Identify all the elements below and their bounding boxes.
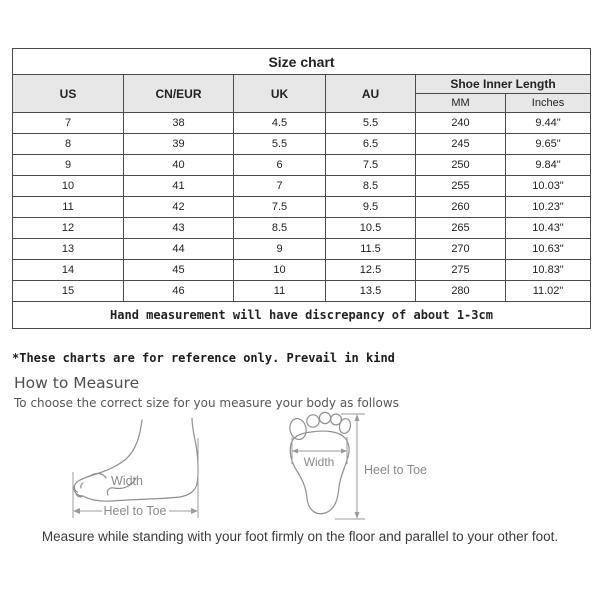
table-row xyxy=(13,197,591,218)
table-cell: 10.23" xyxy=(506,197,591,218)
table-cell: 39 xyxy=(124,134,234,155)
table-cell: 8.5 xyxy=(326,176,416,197)
col-header-uk: UK xyxy=(234,75,326,113)
table-cell: 14 xyxy=(13,260,124,281)
foot-side-view-diagram xyxy=(66,418,208,536)
table-cell: 12 xyxy=(13,218,124,239)
table-cell: 11.02" xyxy=(506,281,591,302)
table-cell: 9 xyxy=(234,239,326,260)
table-cell: 7.5 xyxy=(326,155,416,176)
table-cell: 44 xyxy=(124,239,234,260)
table-cell: 40 xyxy=(124,155,234,176)
table-cell: 43 xyxy=(124,218,234,239)
col-header-cneur: CN/EUR xyxy=(124,75,234,113)
table-footnote: Hand measurement will have discrepancy of about 1-3cm xyxy=(13,302,591,329)
table-cell: 9.84" xyxy=(506,155,591,176)
table-cell: 13 xyxy=(13,239,124,260)
table-cell: 11.5 xyxy=(326,239,416,260)
table-cell: 10.5 xyxy=(326,218,416,239)
table-cell: 41 xyxy=(124,176,234,197)
table-cell: 9 xyxy=(13,155,124,176)
table-cell: 46 xyxy=(124,281,234,302)
table-cell: 12.5 xyxy=(326,260,416,281)
table-row xyxy=(13,113,591,134)
table-cell: 10.83" xyxy=(506,260,591,281)
col-header-us: US xyxy=(13,75,124,113)
col-header-au: AU xyxy=(326,75,416,113)
table-cell: 8 xyxy=(13,134,124,155)
table-cell: 255 xyxy=(416,176,506,197)
sole-heel-to-toe-label: Heel to Toe xyxy=(364,463,428,477)
table-cell: 8.5 xyxy=(234,218,326,239)
table-cell: 270 xyxy=(416,239,506,260)
table-cell: 6.5 xyxy=(326,134,416,155)
table-cell: 245 xyxy=(416,134,506,155)
col-subheader-mm: MM xyxy=(416,94,506,113)
table-cell: 6 xyxy=(234,155,326,176)
col-header-inner-length: Shoe Inner Length xyxy=(416,75,591,94)
table-cell: 15 xyxy=(13,281,124,302)
how-to-measure-heading: How to Measure xyxy=(14,374,140,392)
table-cell: 11 xyxy=(13,197,124,218)
table-header-row xyxy=(13,75,591,94)
table-cell: 5.5 xyxy=(326,113,416,134)
table-cell: 42 xyxy=(124,197,234,218)
table-row xyxy=(13,134,591,155)
table-cell: 10.63" xyxy=(506,239,591,260)
size-table-body xyxy=(13,113,591,302)
table-row xyxy=(13,176,591,197)
table-cell: 13.5 xyxy=(326,281,416,302)
col-subheader-inches: Inches xyxy=(506,94,591,113)
table-cell: 7.5 xyxy=(234,197,326,218)
foot-sole-view-diagram xyxy=(283,406,433,528)
table-cell: 10.03" xyxy=(506,176,591,197)
table-cell: 280 xyxy=(416,281,506,302)
table-cell: 45 xyxy=(124,260,234,281)
table-cell: 10.43" xyxy=(506,218,591,239)
table-cell: 250 xyxy=(416,155,506,176)
size-chart-table xyxy=(12,48,591,329)
table-cell: 9.5 xyxy=(326,197,416,218)
table-title-row xyxy=(13,49,591,75)
table-cell: 10 xyxy=(234,260,326,281)
table-cell: 265 xyxy=(416,218,506,239)
table-footnote-row xyxy=(13,302,591,329)
reference-note: *These charts are for reference only. Prevail in kind xyxy=(12,351,395,365)
table-title: Size chart xyxy=(13,49,591,75)
table-row xyxy=(13,239,591,260)
table-cell: 9.65" xyxy=(506,134,591,155)
table-cell: 5.5 xyxy=(234,134,326,155)
table-row xyxy=(13,260,591,281)
measure-instruction: Measure while standing with your foot firmly on the floor and parallel to your other foot. xyxy=(41,529,559,544)
table-cell: 4.5 xyxy=(234,113,326,134)
sole-width-label: Width xyxy=(303,455,335,469)
table-cell: 10 xyxy=(13,176,124,197)
table-row xyxy=(13,281,591,302)
how-to-measure-subheading: To choose the correct size for you measure your body as follows xyxy=(14,396,399,410)
side-heel-to-toe-label: Heel to Toe xyxy=(103,504,167,518)
side-width-label: Width xyxy=(111,474,143,488)
table-cell: 7 xyxy=(234,176,326,197)
table-cell: 240 xyxy=(416,113,506,134)
table-cell: 7 xyxy=(13,113,124,134)
table-cell: 38 xyxy=(124,113,234,134)
table-cell: 260 xyxy=(416,197,506,218)
table-cell: 275 xyxy=(416,260,506,281)
table-cell: 9.44" xyxy=(506,113,591,134)
table-row xyxy=(13,155,591,176)
table-cell: 11 xyxy=(234,281,326,302)
table-row xyxy=(13,218,591,239)
